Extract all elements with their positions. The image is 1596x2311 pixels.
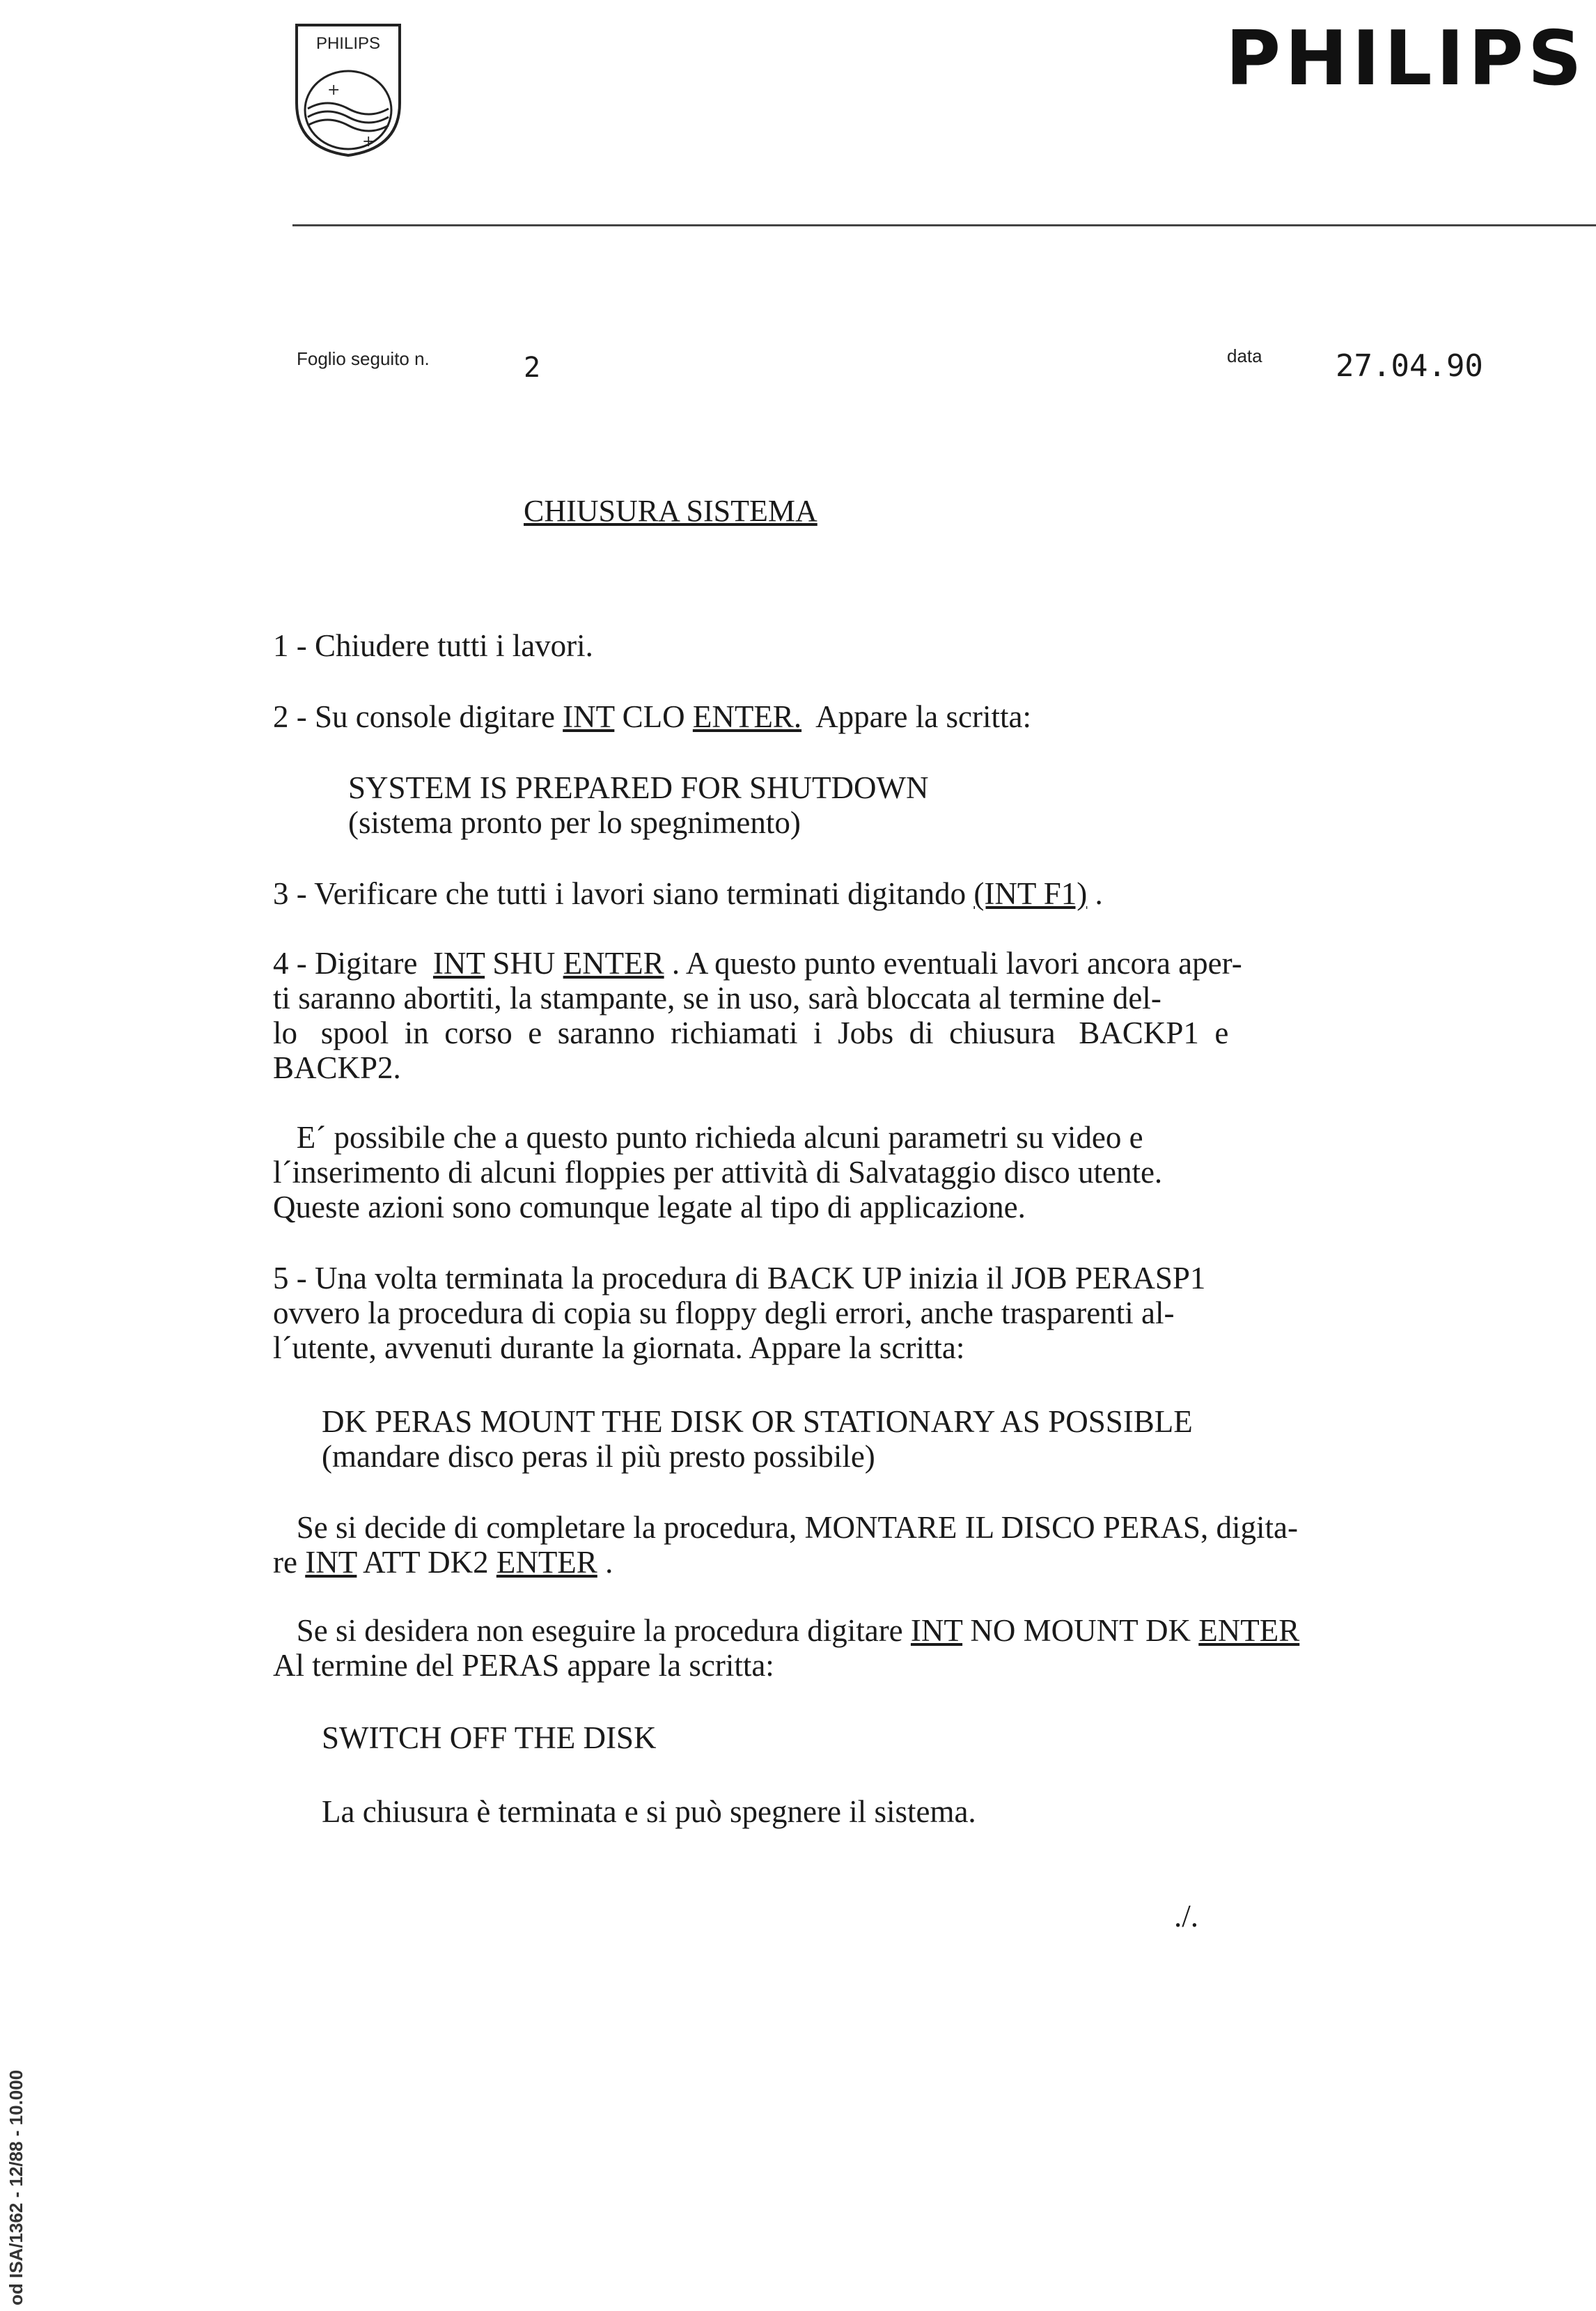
system-message-2-translation: (mandare disco peras il più presto possibile): [322, 1439, 875, 1474]
step-5-line-3: l´utente, avvenuti durante la giornata. Appare la scritta:: [273, 1330, 965, 1365]
svg-text:+: +: [327, 81, 341, 99]
step-4-line-3: lo spool in corso e saranno richiamati i Jobs di chiusura BACKP1 e: [273, 1016, 1229, 1050]
header-rule: [292, 224, 1596, 226]
peras-end-line: Al termine del PERAS appare la scritta:: [273, 1648, 774, 1683]
mount-instruction-line-1: Se si decide di completare la procedura, MONTARE IL DISCO PERAS, digita-: [273, 1510, 1298, 1545]
step-2: 2 - Su console digitare INT CLO ENTER. Appare la scritta:: [273, 699, 1031, 734]
system-message-3: SWITCH OFF THE DISK: [322, 1720, 657, 1755]
step-4-line-4: BACKP2.: [273, 1050, 401, 1085]
brand-wordmark: PHILIPS: [1226, 15, 1586, 102]
logo-text: PHILIPS: [315, 34, 381, 53]
note-line-1: E´ possibile che a questo punto richieda alcuni parametri su video e: [273, 1120, 1143, 1155]
sheet-label: Foglio seguito n.: [297, 348, 430, 369]
sheet-number: 2: [524, 352, 541, 384]
date-label: data: [1227, 345, 1262, 366]
system-message-2: DK PERAS MOUNT THE DISK OR STATIONARY AS POSSIBLE: [322, 1404, 1193, 1439]
note-line-2: l´inserimento di alcuni floppies per attività di Salvataggio disco utente.: [273, 1155, 1163, 1190]
svg-text:+: +: [362, 133, 375, 150]
step-4-line-2: ti saranno abortiti, la stampante, se in uso, sarà bloccata al termine del-: [273, 981, 1161, 1016]
closing-line: La chiusura è terminata e si può spegnere il sistema.: [322, 1794, 976, 1829]
system-message-1-translation: (sistema pronto per lo spegnimento): [348, 805, 801, 840]
skip-instruction: Se si desidera non eseguire la procedura digitare INT NO MOUNT DK ENTER: [273, 1613, 1300, 1648]
date-value: 27.04.90: [1336, 348, 1483, 384]
note-line-3: Queste azioni sono comunque legate al tipo di applicazione.: [273, 1190, 1026, 1224]
mount-instruction-line-2: re INT ATT DK2 ENTER .: [273, 1545, 613, 1580]
end-mark: ./.: [1174, 1899, 1199, 1933]
step-3: 3 - Verificare che tutti i lavori siano terminati digitando (INT F1) .: [273, 876, 1103, 911]
philips-shield-logo: [292, 20, 404, 159]
form-code: od ISA/1362 - 12/88 - 10.000: [6, 2069, 26, 2305]
step-4-line-1: 4 - Digitare INT SHU ENTER . A questo punto eventuali lavori ancora aper-: [273, 946, 1242, 981]
system-message-1: SYSTEM IS PREPARED FOR SHUTDOWN: [348, 770, 929, 805]
step-5-line-2: ovvero la procedura di copia su floppy degli errori, anche trasparenti al-: [273, 1295, 1175, 1330]
step-5-line-1: 5 - Una volta terminata la procedura di BACK UP inizia il JOB PERASP1: [273, 1261, 1206, 1295]
step-1: 1 - Chiudere tutti i lavori.: [273, 628, 593, 663]
document-title: CHIUSURA SISTEMA: [524, 494, 817, 528]
